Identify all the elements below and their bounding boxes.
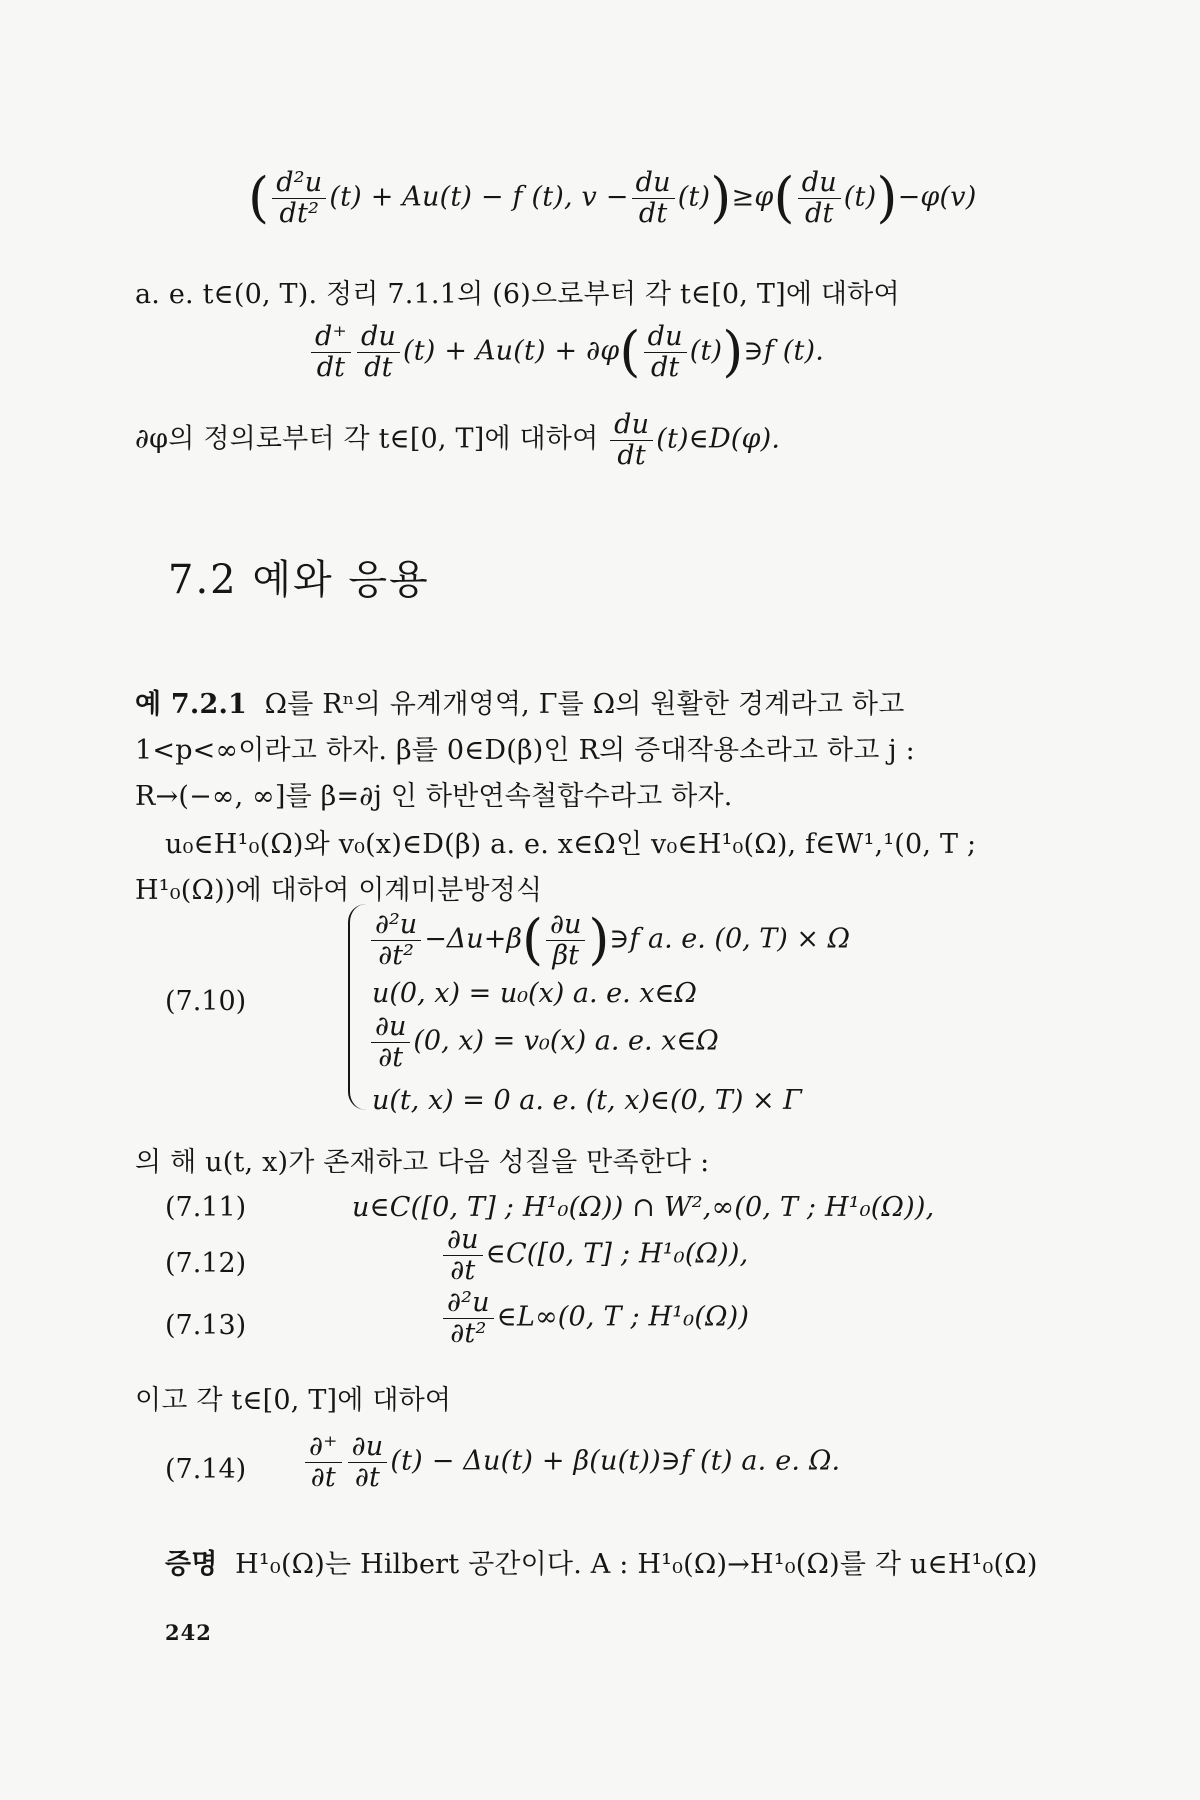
fraction-pu-pt-3: $\frac{\partial u}{\partial t}$ xyxy=(348,1432,388,1492)
existence-statement: 의 해 u(t, x)가 존재하고 다음 성질을 만족한다 : xyxy=(135,1147,710,1178)
proof-label: 증명 xyxy=(165,1549,218,1580)
example-label: 예 7.2.1 xyxy=(135,689,248,720)
equation-7-12: $\frac{\partial u}{\partial t}$ ∈C([0, T] ; H¹₀(Ω)), xyxy=(440,1225,748,1285)
definition-line: ∂φ의 정의로부터 각 t∈[0, T]에 대하여 $\frac{du}{dt}$ (t)∈D(φ). xyxy=(135,409,781,471)
example-line-4: u₀∈H¹₀(Ω)와 v₀(x)∈D(β) a. e. x∈Ω인 v₀∈H¹₀(Ω), f∈W¹,¹(0, T ; xyxy=(165,829,977,860)
fraction-p2u-pt2-2: $\frac{\text{∂²u}}{\text{∂t²}}$ xyxy=(443,1288,494,1348)
system-line-1: $\frac{\text{∂²u}}{\text{∂t²}}$ −Δu+β( $\frac{\partial u}{\beta t}$ )∋f a. e. (0, T) × Ω xyxy=(368,910,850,970)
fraction-pu-pt: $\frac{\partial u}{\partial t}$ xyxy=(371,1012,410,1072)
fraction-du-dt-3: $\frac{du}{dt}$ xyxy=(357,322,400,382)
example-line-5: H¹₀(Ω))에 대하여 이계미분방정식 xyxy=(135,875,543,906)
fraction-du-dt-5: $\frac{du}{dt}$ xyxy=(610,410,653,470)
proof-line: 증명 H¹₀(Ω)는 Hilbert 공간이다. A : H¹₀(Ω)→H¹₀(Ω)를 각 u∈H¹₀(Ω) xyxy=(165,1549,1038,1580)
example-line-2: 1<p<∞이라고 하자. β를 0∈D(β)인 R의 증대작용소라고 하고 j : xyxy=(135,735,915,766)
system-line-3: $\frac{\partial u}{\partial t}$ (0, x) = v₀(x) a. e. x∈Ω xyxy=(368,1012,719,1072)
equation-number-7-10: (7.10) xyxy=(165,986,247,1017)
fraction-dplus-dt: $\frac{d^+}{dt}$ xyxy=(311,322,351,382)
example-line-1: 예 7.2.1 Ω를 Rⁿ의 유계개영역, Γ를 Ω의 원활한 경계라고 하고 xyxy=(135,689,905,720)
fraction-pu-pt-2: $\frac{\partial u}{\partial t}$ xyxy=(443,1225,483,1285)
fraction-p2u-pt2: $\frac{\text{∂²u}}{\text{∂t²}}$ xyxy=(371,910,421,970)
system-line-4: u(t, x) = 0 a. e. (t, x)∈(0, T) × Γ xyxy=(372,1085,802,1116)
then-line: 이고 각 t∈[0, T]에 대하여 xyxy=(135,1385,452,1416)
system-brace xyxy=(348,904,370,1110)
fraction-pplus-pt: $\frac{\partial^+}{\partial t}$ xyxy=(305,1432,342,1492)
example-line-3: R→(−∞, ∞]를 β=∂j 인 하반연속철합수라고 하자. xyxy=(135,781,733,812)
fraction-d2u-dt2: $\frac{\text{d²u}}{\text{dt²}}$ xyxy=(272,168,326,228)
fraction-du-dt-2: $\frac{du}{dt}$ xyxy=(798,168,841,228)
equation-number-7-11: (7.11) xyxy=(165,1192,247,1223)
section-heading: 7.2 예와 응용 xyxy=(168,557,430,603)
equation-number-7-12: (7.12) xyxy=(165,1248,247,1279)
equation-number-7-14: (7.14) xyxy=(165,1454,247,1485)
fraction-du-dt-4: $\frac{du}{dt}$ xyxy=(644,322,687,382)
page-number: 242 xyxy=(165,1620,212,1645)
fraction-pu-beta-t: $\frac{\partial u}{\beta t}$ xyxy=(546,910,585,970)
equation-7-14: $\frac{\partial^+}{\partial t}$ $\frac{\partial u}{\partial t}$ (t) − Δu(t) + β(u(t))∋f (t) a. e. Ω. xyxy=(302,1432,840,1492)
fraction-du-dt: $\frac{du}{dt}$ xyxy=(632,168,675,228)
equation-number-7-13: (7.13) xyxy=(165,1310,247,1341)
equation-7-13: $\frac{\text{∂²u}}{\text{∂t²}}$ ∈L∞(0, T ; H¹₀(Ω)) xyxy=(440,1288,749,1348)
text-line-theorem-ref: a. e. t∈(0, T). 정리 7.1.1의 (6)으로부터 각 t∈[0, T]에 대하여 xyxy=(135,279,900,310)
inclusion-line: $\frac{d^+}{dt}$ $\frac{du}{dt}$ (t) + Au(t) + ∂φ( $\frac{du}{dt}$ (t))∋f (t). xyxy=(308,322,824,382)
inequality-line: ( $\frac{\text{d²u}}{\text{dt²}}$ (t) + Au(t) − f (t), v − $\frac{du}{dt}$ (t))≥φ( $\frac{du}{dt}$ (t))−φ(v) xyxy=(248,166,977,230)
equation-7-11: u∈C([0, T] ; H¹₀(Ω)) ∩ W²,∞(0, T ; H¹₀(Ω)), xyxy=(352,1192,935,1223)
system-line-2: u(0, x) = u₀(x) a. e. x∈Ω xyxy=(372,978,697,1009)
